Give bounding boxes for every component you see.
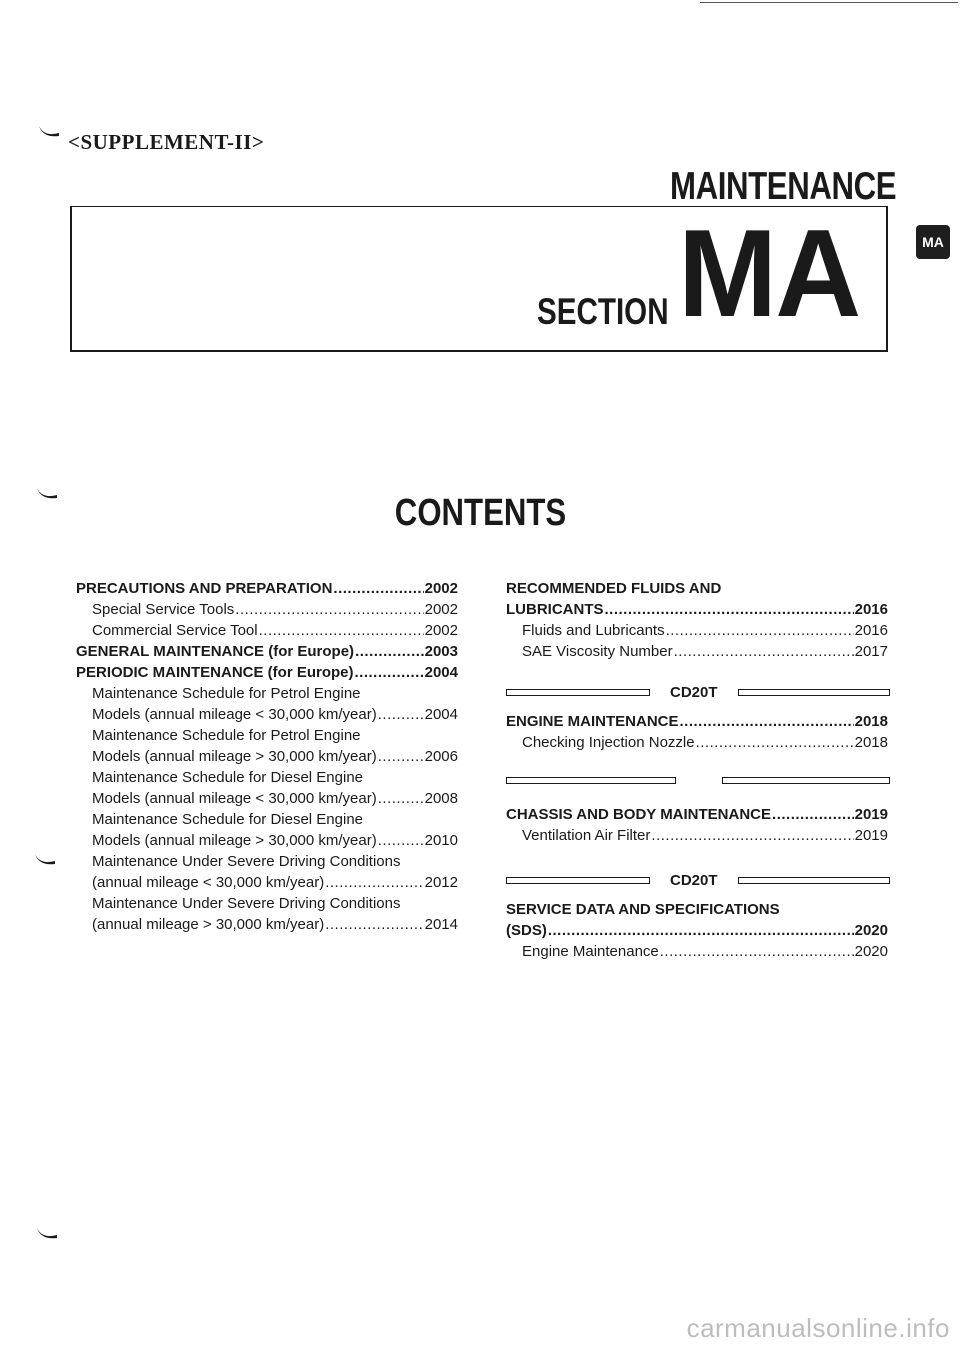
- section-tab-badge[interactable]: MA: [916, 225, 950, 259]
- toc-entry-text: Models (annual mileage > 30,000 km/year): [92, 748, 377, 765]
- toc-subheading: Maintenance Schedule for Petrol Engine: [92, 727, 361, 744]
- divider-label: CD20T: [670, 872, 718, 889]
- toc-entry[interactable]: [506, 806, 888, 823]
- page-title: MAINTENANCE: [670, 165, 897, 208]
- divider-bracket: [722, 777, 890, 784]
- toc-entry-page: 2019: [854, 827, 888, 844]
- toc-entry-text: ENGINE MAINTENANCE: [506, 713, 679, 730]
- toc-entry-text: (annual mileage < 30,000 km/year): [92, 874, 325, 891]
- toc-entry[interactable]: [76, 643, 458, 660]
- toc-entry[interactable]: [92, 916, 458, 933]
- revision-mark-icon: [38, 124, 60, 138]
- toc-entry-page: 2018: [854, 713, 888, 730]
- section-code: MA: [678, 205, 860, 343]
- revision-mark-icon: [34, 852, 56, 866]
- toc-entry-page: 2014: [424, 916, 458, 933]
- toc-entry-text: CHASSIS AND BODY MAINTENANCE: [506, 806, 772, 823]
- toc-entry-page: 2017: [854, 643, 888, 660]
- toc-entry-page: 2016: [854, 601, 888, 618]
- toc-entry-page: 2004: [424, 706, 458, 723]
- divider-bracket: [506, 877, 650, 884]
- toc-entry[interactable]: [76, 580, 458, 597]
- revision-mark-icon: [36, 1226, 58, 1240]
- contents-title-text: CONTENTS: [394, 492, 566, 534]
- toc-subheading: Maintenance Under Severe Driving Conditions: [92, 895, 401, 912]
- toc-entry-page: 2020: [854, 943, 888, 960]
- toc-entry[interactable]: [92, 706, 458, 723]
- toc-entry-text: SAE Viscosity Number: [522, 643, 673, 660]
- toc-entry-page: 2002: [424, 580, 458, 597]
- divider-bracket: [506, 777, 676, 784]
- divider-bracket: [738, 877, 890, 884]
- toc-entry-page: 2020: [854, 922, 888, 939]
- toc-subheading: Maintenance Schedule for Petrol Engine: [92, 685, 361, 702]
- divider-bracket: [738, 689, 890, 696]
- toc-entry-page: 2003: [424, 643, 458, 660]
- toc-entry[interactable]: [506, 601, 888, 618]
- divider-label: CD20T: [670, 684, 718, 701]
- toc-entry-text: Checking Injection Nozzle: [522, 734, 695, 751]
- toc-entry-text: Models (annual mileage > 30,000 km/year): [92, 832, 377, 849]
- toc-entry-text: PRECAUTIONS AND PREPARATION: [76, 580, 333, 597]
- section-word: SECTION: [537, 291, 669, 332]
- toc-heading: SERVICE DATA AND SPECIFICATIONS: [506, 901, 780, 918]
- toc-subheading: Maintenance Schedule for Diesel Engine: [92, 769, 364, 786]
- toc-entry[interactable]: [92, 832, 458, 849]
- toc-entry-text: Special Service Tools: [92, 601, 235, 618]
- toc-entry[interactable]: [76, 664, 458, 681]
- toc-entry-text: (SDS): [506, 922, 547, 939]
- divider-bracket: [506, 689, 650, 696]
- toc-entry-text: LUBRICANTS: [506, 601, 604, 618]
- toc-heading: RECOMMENDED FLUIDS AND: [506, 580, 722, 597]
- toc-entry-text: Commercial Service Tool: [92, 622, 258, 639]
- toc-entry[interactable]: [506, 713, 888, 730]
- toc-entry-text: Models (annual mileage < 30,000 km/year): [92, 706, 377, 723]
- toc-entry-page: 2002: [424, 601, 458, 618]
- toc-entry-page: 2008: [424, 790, 458, 807]
- toc-entry[interactable]: [92, 622, 458, 639]
- toc-entry[interactable]: [92, 874, 458, 891]
- toc-entry[interactable]: [522, 943, 888, 960]
- toc-entry-text: Fluids and Lubricants: [522, 622, 665, 639]
- toc-entry[interactable]: [92, 601, 458, 618]
- toc-entry-page: 2004: [424, 664, 458, 681]
- toc-entry[interactable]: [522, 734, 888, 751]
- engine-divider: [506, 872, 890, 889]
- blank-divider: [506, 777, 890, 784]
- toc-entry[interactable]: [522, 622, 888, 639]
- toc-subheading: Maintenance Schedule for Diesel Engine: [92, 811, 364, 828]
- toc-entry-page: 2016: [854, 622, 888, 639]
- toc-entry-page: 2010: [424, 832, 458, 849]
- toc-entry[interactable]: [506, 922, 888, 939]
- toc-entry-page: 2012: [424, 874, 458, 891]
- contents-title: [0, 492, 960, 535]
- toc-entry[interactable]: [92, 748, 458, 765]
- toc-entry-text: Engine Maintenance: [522, 943, 659, 960]
- toc-entry-page: 2018: [854, 734, 888, 751]
- toc-entry[interactable]: [522, 643, 888, 660]
- watermark: carmanualsonline.info: [686, 1313, 950, 1343]
- engine-divider: [506, 684, 890, 701]
- toc-entry-text: (annual mileage > 30,000 km/year): [92, 916, 325, 933]
- toc-entry-text: PERIODIC MAINTENANCE (for Europe): [76, 664, 354, 681]
- toc-entry-page: 2002: [424, 622, 458, 639]
- toc-entry-page: 2006: [424, 748, 458, 765]
- toc-entry[interactable]: [522, 827, 888, 844]
- toc-subheading: Maintenance Under Severe Driving Conditions: [92, 853, 401, 870]
- toc-entry-text: GENERAL MAINTENANCE (for Europe): [76, 643, 355, 660]
- top-edge-line: [700, 2, 958, 3]
- toc-entry[interactable]: [92, 790, 458, 807]
- toc-entry-text: Ventilation Air Filter: [522, 827, 651, 844]
- toc-entry-text: Models (annual mileage < 30,000 km/year): [92, 790, 377, 807]
- supplement-label: <SUPPLEMENT-II>: [68, 130, 265, 154]
- toc-entry-page: 2019: [854, 806, 888, 823]
